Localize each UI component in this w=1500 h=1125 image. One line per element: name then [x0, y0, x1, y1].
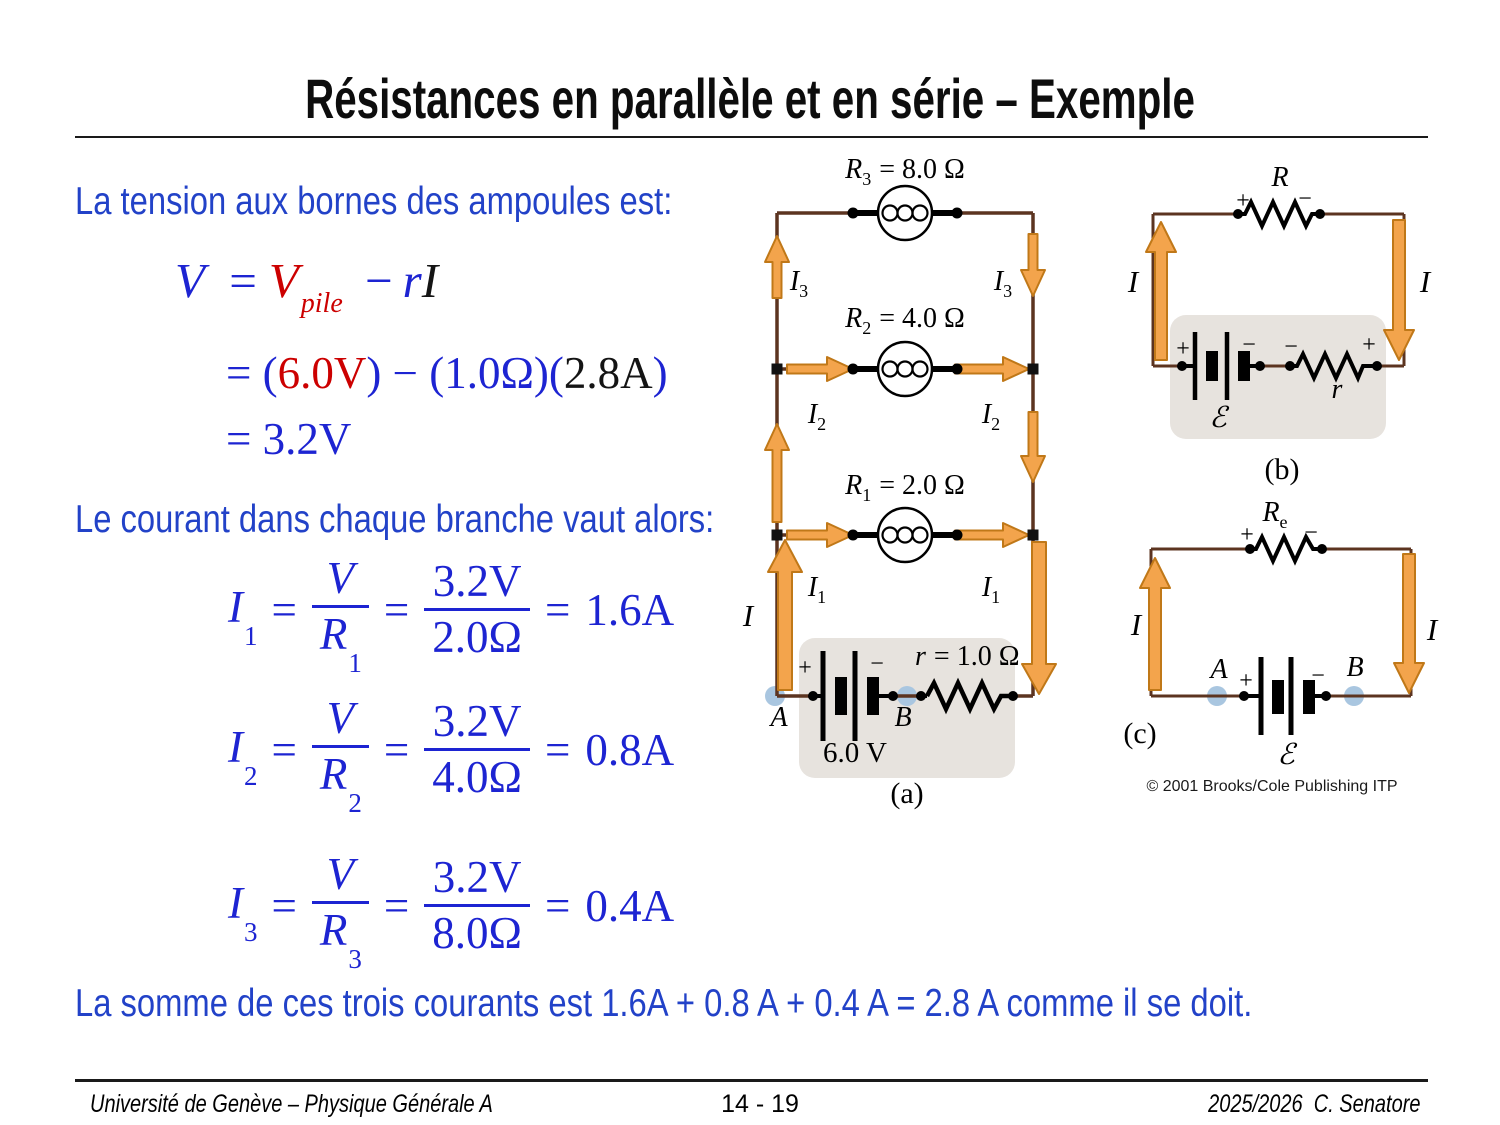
eq-vpile: V — [268, 253, 299, 308]
plus-batt-c: + — [1239, 668, 1253, 694]
plus-R-b: + — [1236, 188, 1250, 214]
label-emf-c: ℰ — [1277, 737, 1295, 771]
i1-eq1: = — [271, 585, 297, 636]
minus-r-b: − — [1284, 334, 1298, 360]
minus-R-b: − — [1298, 186, 1312, 212]
minus-batt-c: − — [1311, 663, 1325, 689]
arrow-i2-right — [955, 357, 1029, 381]
equation-current-2 — [228, 693, 675, 818]
currents-intro-text: Le courant dans chaque branche vaut alors: — [75, 498, 715, 541]
eq-minus: − — [365, 253, 393, 308]
circuit-b — [1127, 162, 1432, 486]
lamp-r3-icon — [848, 186, 963, 240]
equation-voltage-values — [226, 347, 668, 399]
eq2-seg3: ) − (1.0Ω)( — [366, 348, 564, 398]
equation-current-1 — [228, 553, 675, 678]
eq2-seg2: 6.0V — [277, 348, 367, 398]
arrow-mid-left — [765, 424, 789, 522]
label-i-left-b: I — [1127, 264, 1139, 299]
label-r3: $R_3 = 8.0$ Ω — [845, 154, 965, 189]
arrow-i-right-c — [1394, 554, 1424, 693]
arrow-i-left-c — [1140, 558, 1170, 690]
label-i1-left: $I_1$ — [807, 572, 827, 607]
eq-vpile-sub: pile — [300, 288, 343, 319]
eq2-seg1: = ( — [226, 348, 278, 398]
plus-Re: + — [1240, 522, 1254, 548]
equation-voltage-result: = 3.2V — [226, 414, 352, 464]
i2-eq1: = — [271, 725, 297, 776]
i2-frac-symbolic: $\frac{V}{R_2}$ — [312, 696, 369, 804]
label-r2: $R_2 = 4.0$ Ω — [845, 303, 965, 338]
footer-page-number: 14 - 19 — [721, 1090, 799, 1118]
i2-frac-values: $\frac{3.2V}{4.0\Omega}$ — [424, 699, 530, 801]
label-node-b: B — [894, 702, 912, 733]
eq-i: I — [421, 253, 439, 308]
label-i2-left: $I_2$ — [807, 399, 827, 434]
wires-c — [1151, 549, 1411, 696]
circuit-figure — [735, 130, 1495, 830]
i1-frac-values: $\frac{3.2V}{2.0\Omega}$ — [424, 559, 530, 661]
i3-eq3: = — [544, 881, 571, 932]
i2-sub: 2 — [244, 761, 258, 792]
label-node-b-c: B — [1346, 652, 1364, 683]
i1-eq3: = — [544, 585, 571, 636]
equation-voltage — [175, 252, 439, 319]
plus-sign-a: + — [798, 655, 812, 681]
circuit-c — [1123, 497, 1438, 795]
label-R-b: R — [1271, 162, 1289, 193]
arrow-i3-right — [1021, 234, 1045, 296]
minus-sign-a: − — [870, 651, 884, 677]
plus-r-b: + — [1362, 332, 1376, 358]
label-i-main: I — [742, 598, 754, 633]
arrow-i-right-b — [1384, 220, 1414, 360]
i2-eq2: = — [383, 725, 410, 776]
label-i3-right: $I_3$ — [993, 266, 1013, 301]
i1-result: 1.6A — [585, 585, 675, 636]
page-title: Résistances en parallèle et en série – Exemple — [305, 67, 1195, 130]
i3-sym: I — [228, 878, 243, 929]
arrow-i3-left — [765, 236, 789, 298]
label-battery-voltage: 6.0 V — [823, 737, 887, 769]
caption-b: (b) — [1264, 453, 1300, 486]
equation-current-3 — [228, 849, 675, 974]
i3-eq1: = — [271, 881, 297, 932]
eq-r: r — [402, 253, 422, 308]
sum-text: La somme de ces trois courants est 1.6A + 0.8 A + 0.4 A = 2.8 A comme il se doit. — [75, 982, 1253, 1025]
label-node-a: A — [770, 702, 788, 733]
arrow-mid-right — [1021, 412, 1045, 482]
i3-result: 0.4A — [585, 881, 675, 932]
plus-batt-b: + — [1176, 336, 1190, 362]
label-emf-b: ℰ — [1209, 400, 1227, 434]
minus-Re: − — [1304, 520, 1318, 546]
footer-left: Université de Genève – Physique Générale A — [90, 1090, 493, 1118]
footer-right: 2025/2026 C. Senatore — [1207, 1090, 1420, 1118]
i3-frac-symbolic: $\frac{V}{R_3}$ — [312, 852, 369, 960]
intro-text: La tension aux bornes des ampoules est: — [75, 180, 673, 223]
label-i-right-b: I — [1419, 264, 1431, 299]
lamp-r1-icon — [848, 508, 963, 562]
arrow-i1-right — [955, 523, 1029, 547]
copyright-text: © 2001 Brooks/Cole Publishing ITP — [1146, 778, 1398, 795]
arrow-i-main-right — [1022, 542, 1056, 694]
label-node-a-c: A — [1210, 654, 1228, 685]
i2-eq3: = — [544, 725, 571, 776]
label-i-right-c: I — [1426, 612, 1438, 647]
arrow-i-main-left — [768, 540, 802, 690]
label-i3-left: $I_3$ — [789, 266, 809, 301]
arrow-i2-left — [787, 357, 853, 381]
lamp-r2-icon — [848, 342, 963, 396]
eq-equals: = — [229, 253, 257, 308]
label-r1: $R_1 = 2.0$ Ω — [845, 470, 965, 505]
i3-frac-values: $\frac{3.2V}{8.0\Omega}$ — [424, 855, 530, 957]
caption-a: (a) — [890, 777, 924, 810]
caption-c: (c) — [1123, 717, 1157, 750]
label-i-left-c: I — [1130, 607, 1142, 642]
eq-v: V — [175, 253, 205, 308]
i2-sym: I — [228, 722, 243, 773]
minus-batt-b: − — [1242, 332, 1256, 358]
i1-eq2: = — [383, 585, 410, 636]
i3-eq2: = — [383, 881, 410, 932]
i2-result: 0.8A — [585, 725, 675, 776]
circuit-a — [742, 154, 1056, 810]
i1-sub: 1 — [244, 621, 258, 652]
i1-sym: I — [228, 582, 243, 633]
label-Re: $R_e$ — [1262, 497, 1288, 532]
current-arrows-c — [1140, 554, 1424, 693]
battery-box-b — [1170, 315, 1386, 439]
footer-divider — [75, 1079, 1428, 1082]
arrow-i1-left — [787, 523, 853, 547]
label-r-b: r — [1331, 374, 1343, 405]
i1-frac-symbolic: $\frac{V}{R_1}$ — [312, 556, 369, 664]
label-i1-right: $I_1$ — [981, 572, 1001, 607]
eq2-seg4: 2.8A — [563, 348, 653, 398]
label-i2-right: $I_2$ — [981, 399, 1001, 434]
eq2-seg5: ) — [652, 348, 668, 398]
label-r-internal: r = 1.0 Ω — [915, 641, 1020, 672]
i3-sub: 3 — [244, 917, 258, 948]
